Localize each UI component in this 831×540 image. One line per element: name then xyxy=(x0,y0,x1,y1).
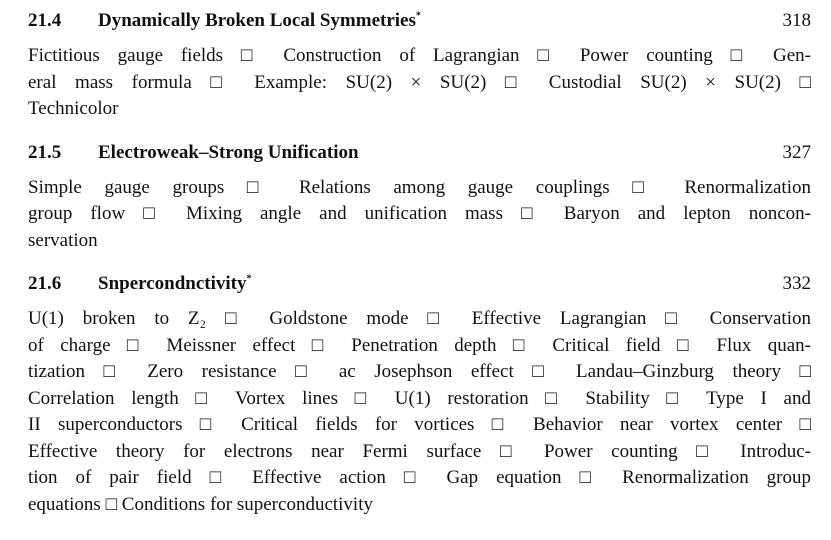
section-heading xyxy=(28,271,811,297)
topic-line: group flow □ Mixing angle and unification mass □ Baryon and lepton noncon- xyxy=(28,203,811,224)
topic-line: Effective theory for electrons near Fermi surface □ Power counting □ Introduc- xyxy=(28,440,811,462)
section-title: Snpercondnctivity* xyxy=(98,273,252,294)
page-number: 318 xyxy=(782,10,811,31)
topic-line: eral mass formula □ Example: SU(2) × SU(2) □ Custodial SU(2) × SU(2) □ xyxy=(28,71,811,93)
page-number: 327 xyxy=(782,141,811,163)
starred-marker: * xyxy=(415,10,421,22)
toc-section-21-4 xyxy=(28,8,811,123)
topic-line: Simple gauge groups □ Relations among gauge couplings □ Renormalization xyxy=(28,176,811,198)
topic-line: Fictitious gauge fields □ Construction of Lagrangian □ Power counting □ Gen- xyxy=(28,45,811,66)
topic-line: of charge □ Meissner effect □ Penetration depth □ Critical field □ Flux quan- xyxy=(28,334,811,356)
section-title: Electroweak–Strong Unification xyxy=(98,141,359,163)
section-number: 21.5 xyxy=(28,141,62,163)
section-title: Dynamically Broken Local Symmetries* xyxy=(98,10,421,31)
section-number: 21.4 xyxy=(28,10,62,31)
toc-section-21-5 xyxy=(28,140,811,255)
page-number: 332 xyxy=(782,273,811,294)
table-of-contents xyxy=(28,8,811,518)
section-heading xyxy=(28,8,811,34)
topic-line: II superconductors □ Critical fields for vortices □ Behavior near vortex center □ xyxy=(28,414,811,435)
topic-line: servation xyxy=(28,229,98,251)
section-number: 21.6 xyxy=(28,273,62,294)
topic-line: U(1) broken to Z₂ □ Goldstone mode □ Effective Lagrangian □ Conservation xyxy=(28,308,811,329)
topic-line: Correlation length □ Vortex lines □ U(1) restoration □ Stability □ Type I and xyxy=(28,387,811,409)
topic-line: Technicolor xyxy=(28,98,119,119)
topic-line: equations □ Conditions for superconductivity xyxy=(28,493,373,515)
section-heading xyxy=(28,140,811,166)
topic-line: tization □ Zero resistance □ ac Josephson effect □ Landau–Ginzburg theory □ xyxy=(28,361,811,382)
starred-marker: * xyxy=(246,273,252,285)
toc-section-21-6 xyxy=(28,271,811,518)
topic-line: tion of pair field □ Effective action □ Gap equation □ Renormalization group xyxy=(28,467,811,488)
